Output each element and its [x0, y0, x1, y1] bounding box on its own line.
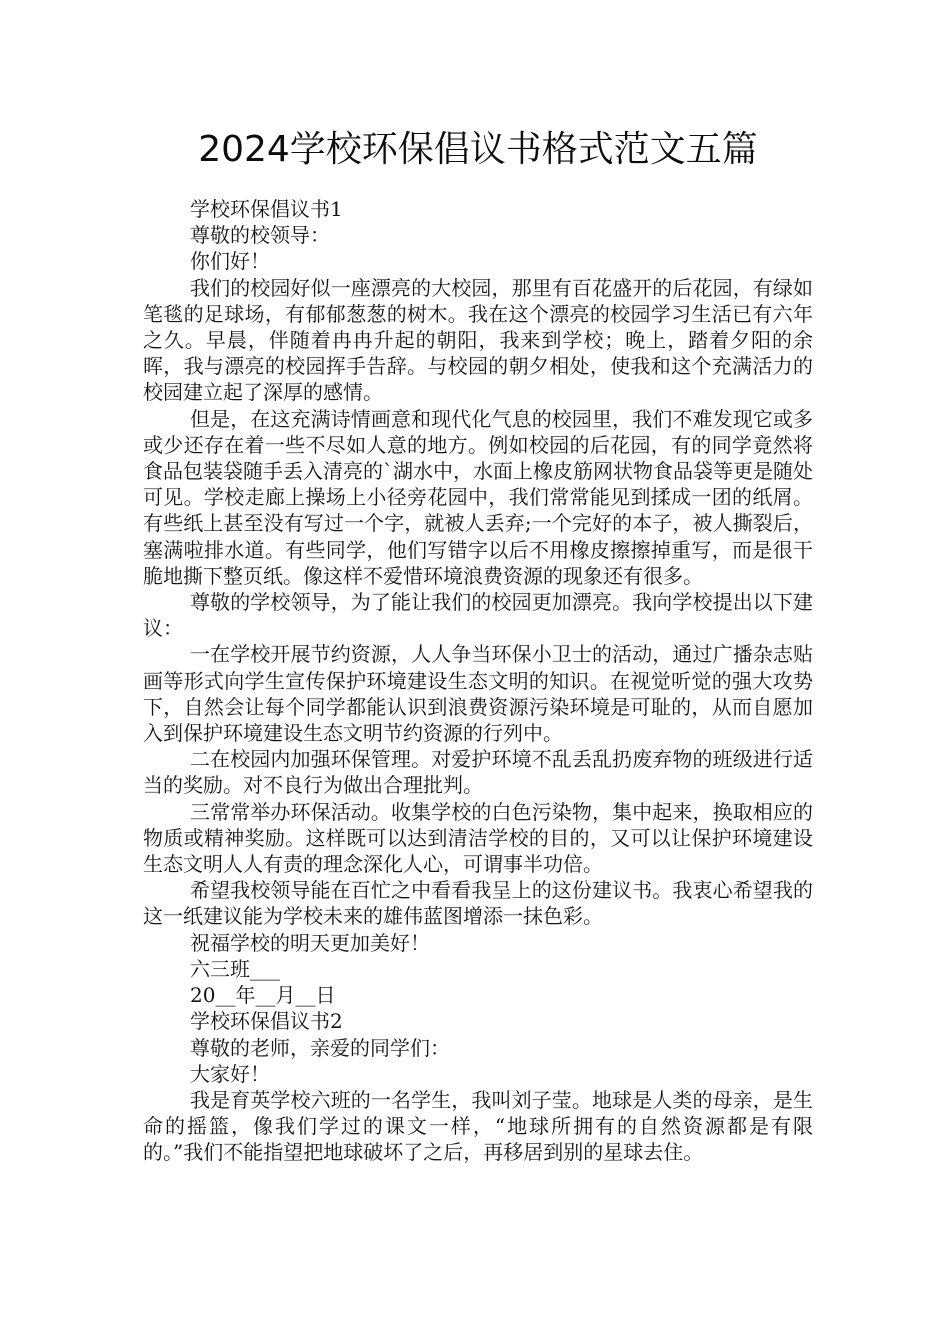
body-paragraph: 我们的校园好似一座漂亮的大校园，那里有百花盛开的后花园，有绿如笔毯的足球场，有郁郁葱葱的树木。我在这个漂亮的校园学习生活已有六年之久。早晨，伴随着冉冉升起的朝阳，我来到学校；晚上，踏着夕阳的余晖，我与漂亮的校园挥手告辞。与校园的朝夕相处，使我和这个充满活力的校园建立起了深厚的感情。 — [143, 275, 813, 405]
body-paragraph: 二在校园内加强环保管理。对爱护环境不乱丢乱扔废弃物的班级进行适当的奖励。对不良行为做出合理批判。 — [143, 747, 813, 798]
body-paragraph: 三常常举办环保活动。收集学校的白色污染物，集中起来，换取相应的物质或精神奖励。这样既可以达到清洁学校的目的，又可以让保护环境建设生态文明人人有责的理念深化人心，可谓事半功倍。 — [143, 799, 813, 877]
section-heading-2: 学校环保倡议书2 — [190, 1009, 343, 1034]
greeting: 大家好！ — [190, 1061, 270, 1086]
signature-class: 六三班___ — [190, 956, 280, 981]
section-heading-1: 学校环保倡议书1 — [190, 197, 343, 221]
document-body — [143, 196, 813, 1166]
greeting: 你们好！ — [190, 249, 270, 274]
body-paragraph: 一在学校开展节约资源，人人争当环保小卫士的活动，通过广播杂志贴画等形式向学生宣传保护环境建设生态文明的知识。在视觉听觉的强大攻势下，自然会让每个同学都能认识到浪费资源污染环境是可耻的，从而自愿加入到保护环境建设生态文明节约资源的行列中。 — [143, 642, 813, 746]
body-paragraph: 希望我校领导能在百忙之中看看我呈上的这份建议书。我衷心希望我的这一纸建议能为学校未来的雄伟蓝图增添一抹色彩。 — [143, 878, 813, 929]
salutation: 尊敬的校领导： — [190, 223, 330, 248]
body-paragraph: 但是，在这充满诗情画意和现代化气息的校园里，我们不难发现它或多或少还存在着一些不尽如人意的地方。例如校园的后花园，有的同学竟然将食品包装袋随手丢入清亮的`湖水中，水面上橡皮筋网状物食品袋等更是随处可见。学校走廊上操场上小径旁花园中，我们常常能见到揉成一团的纸屑。有些纸上甚至没有写过一个字，就被人丢弃;一个完好的本子，被人撕裂后，塞满啦排水道。有些同学，他们写错字以后不用橡皮擦擦掉重写，而是很干脆地撕下整页纸。像这样不爱惜环境浪费资源的现象还有很多。 — [143, 406, 813, 588]
signature-date: 20__年__月__日 — [190, 983, 336, 1008]
salutation: 尊敬的老师，亲爱的同学们： — [190, 1035, 450, 1060]
body-paragraph: 我是育英学校六班的一名学生，我叫刘子莹。地球是人类的母亲，是生命的摇篮，像我们学过的课文一样，“地球所拥有的自然资源都是有限的。”我们不能指望把地球破坏了之后，再移居到别的星球去住。 — [143, 1087, 813, 1165]
body-paragraph: 尊敬的学校领导，为了能让我们的校园更加漂亮。我向学校提出以下建议： — [143, 590, 813, 641]
document-title: 2024学校环保倡议书格式范文五篇 — [198, 129, 758, 170]
closing-wish: 祝福学校的明天更加美好！ — [190, 930, 430, 955]
